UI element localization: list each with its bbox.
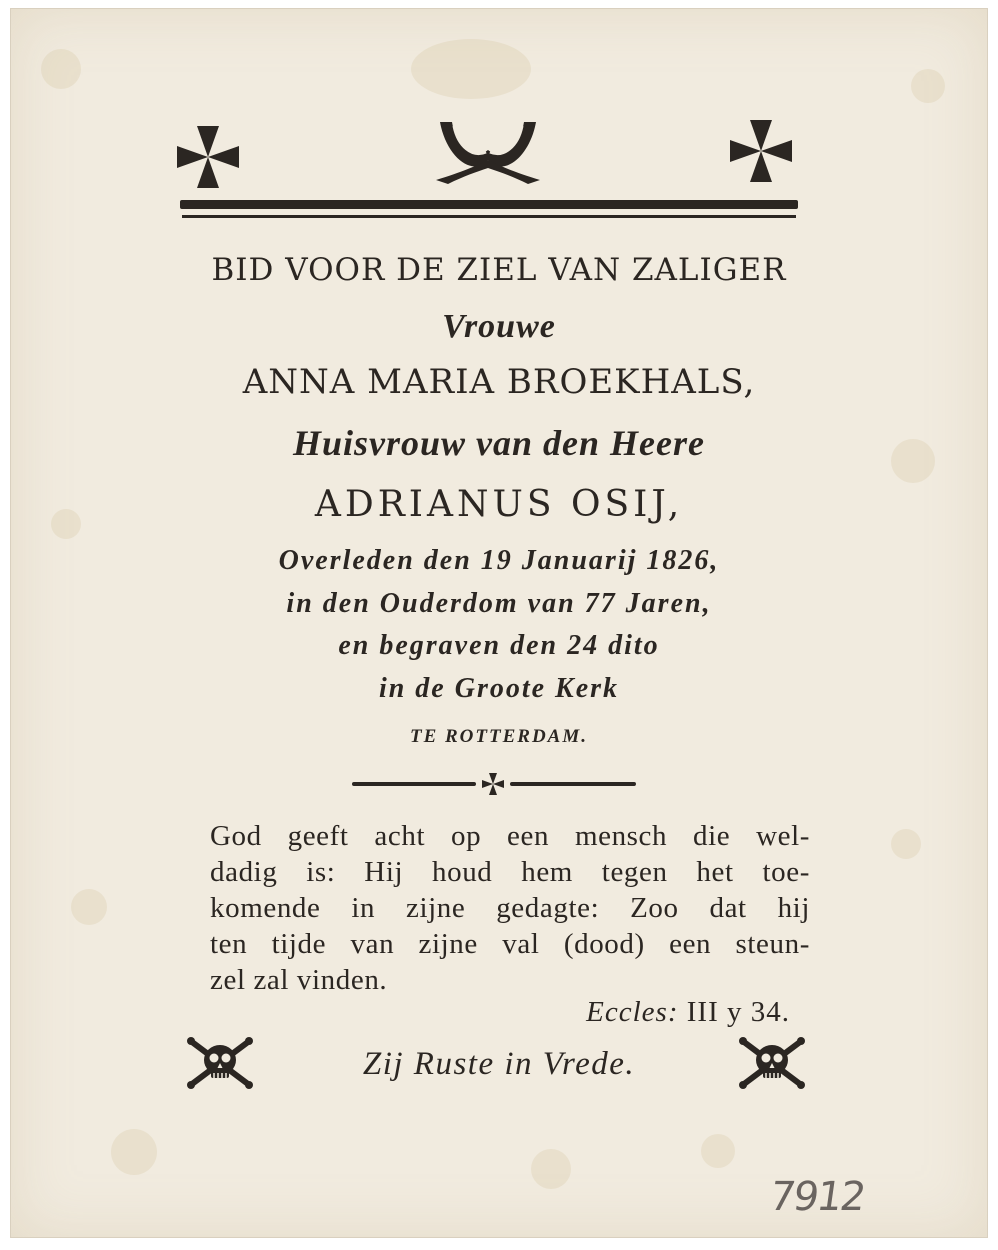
stain [111, 1129, 157, 1175]
burial-line: en begraven den 24 dito [338, 630, 660, 661]
cross-pattee-icon [175, 124, 241, 190]
verse-line: dadig is: Hij houd hem tegen het toe- [210, 856, 810, 888]
scripture-verse [210, 818, 810, 998]
title-word: Vrouwe [442, 308, 556, 345]
skull-crossbones-icon [738, 1034, 806, 1090]
church-line: in de Groote Kerk [378, 673, 620, 704]
death-date: Overleden den 19 Januarij 1826, [278, 545, 720, 576]
verse-line: ten tijde van zijne val (dood) een steun- [210, 928, 810, 960]
top-rule [180, 200, 798, 209]
verse-line: God geeft acht op een mensch die wel- [210, 820, 810, 852]
scripture-reference [500, 996, 790, 1029]
city-line: TE ROTTERDAM. [409, 726, 589, 747]
heading: BID VOOR DE ZIEL VAN ZALIGER [211, 252, 787, 288]
verse-line: komende in zijne gedagte: Zoo dat hij [210, 892, 810, 924]
cross-pattee-icon [728, 118, 794, 184]
stain [891, 829, 921, 859]
divider-right [510, 782, 636, 786]
stain [531, 1149, 571, 1189]
stain [411, 39, 531, 99]
stain [911, 69, 945, 103]
verse-line: zel zal vinden. [210, 964, 388, 996]
stain [701, 1134, 735, 1168]
small-cross-icon [481, 772, 505, 796]
crossed-ribbon-icon [432, 116, 544, 186]
divider-left [352, 782, 476, 786]
relation: Huisvrouw van den Heere [292, 423, 705, 463]
skull-crossbones-icon [186, 1034, 254, 1090]
reference-verse: III y 34. [686, 996, 790, 1028]
deceased-name: ANNA MARIA BROEKHALS, [242, 362, 756, 402]
reference-book: Eccles: [586, 996, 679, 1028]
age-line: in den Ouderdom van 77 Jaren, [286, 588, 712, 619]
husband-name: ADRIANUS OSIJ, [314, 484, 684, 525]
stain [41, 49, 81, 89]
top-rule-thin [182, 215, 796, 218]
catalog-number: 7912 [766, 1174, 868, 1220]
stain [71, 889, 107, 925]
farewell-line: Zij Ruste in Vrede. [362, 1046, 636, 1082]
